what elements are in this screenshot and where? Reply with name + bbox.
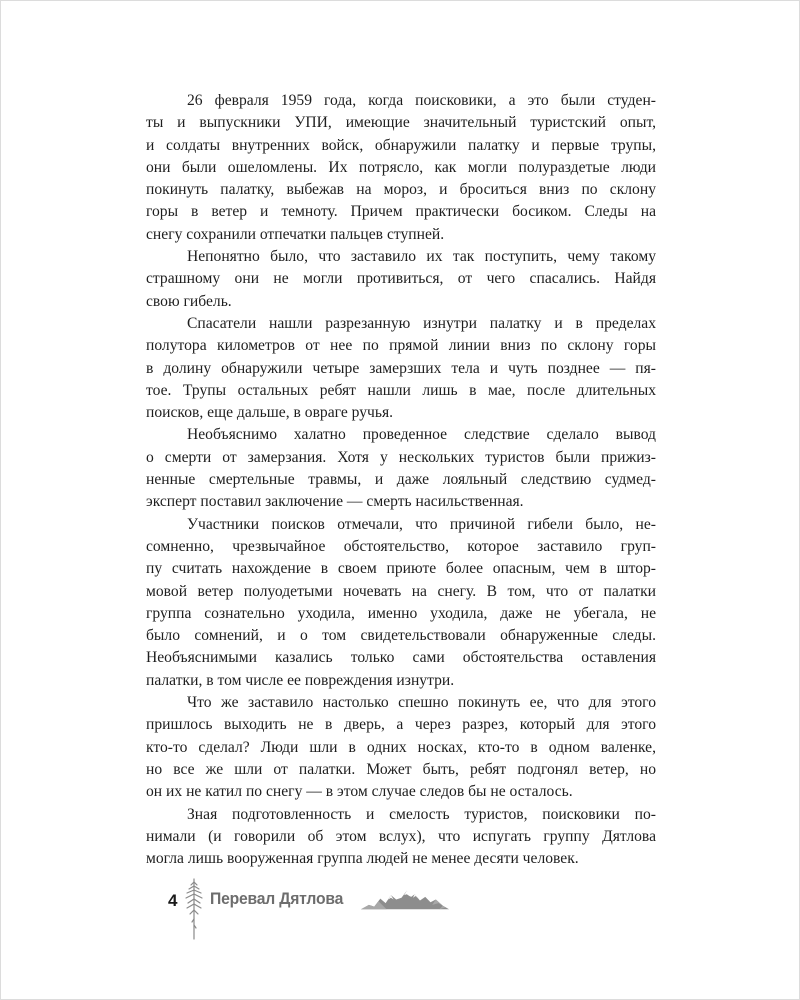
text-line: и солдаты внутренних войск, обнаружили палатку и первые трупы,	[146, 136, 656, 154]
text-line: пришлось выходить не в дверь, а через разрез, который для этого	[146, 716, 656, 734]
text-line: полутора километров от нее по прямой линии вниз по склону горы	[146, 337, 656, 355]
text-line: палатки, в том числе ее повреждения изнутри.	[146, 671, 455, 689]
text-line: горы в ветер и темноту. Причем практически босиком. Следы на	[146, 203, 656, 221]
page-number: 4	[168, 891, 178, 910]
paragraph	[146, 246, 656, 313]
text-line: в долину обнаружили четыре замерзших тела и чуть позднее — пя-	[146, 359, 656, 377]
text-line: кто-то сделал? Люди шли в одних носках, кто-то в одном валенке,	[146, 738, 656, 756]
text-line: Непонятно было, что заставило их так поступить, чему такому	[187, 248, 656, 266]
paragraph	[146, 692, 656, 803]
text-line: они были ошеломлены. Их потрясло, как могли полураздетые люди	[146, 158, 656, 176]
pine-tree-icon	[184, 877, 204, 948]
text-line: Спасатели нашли разрезанную изнутри палатку и в пределах	[187, 314, 656, 332]
text-line: сомненно, чрезвычайное обстоятельство, которое заставило груп-	[146, 537, 656, 555]
text-line: мовой ветер полуодетыми ночевать на снегу. В том, что от палатки	[146, 582, 656, 600]
text-line: группа сознательно уходила, именно уходила, даже не убегала, не	[146, 604, 656, 622]
text-line: эксперт поставил заключение — смерть насильственная.	[146, 493, 524, 511]
text-line: могла лишь вооруженная группа людей не менее десяти человек.	[146, 850, 579, 868]
text-line: Участники поисков отмечали, что причиной гибели было, не-	[187, 515, 656, 533]
paragraph	[146, 424, 656, 513]
text-line: Что же заставило настолько спешно покинуть ее, что для этого	[187, 694, 656, 712]
text-line: ненные смертельные травмы, и даже лояльный следствию судмед-	[146, 471, 656, 489]
text-line: ты и выпускники УПИ, имеющие значительный туристский опыт,	[146, 114, 656, 132]
paragraph	[146, 804, 656, 871]
text-line: тое. Трупы остальных ребят нашли лишь в мае, после длительных	[146, 381, 656, 399]
text-line: нимали (и говорили об этом вслух), что испугать группу Дятлова	[146, 827, 656, 845]
paragraph	[146, 313, 656, 424]
text-line: он их не катил по снегу — в этом случае следов бы не осталось.	[146, 783, 573, 801]
text-line: Необъяснимыми казались только сами обстоятельства оставления	[146, 649, 656, 667]
text-line: было сомнений, и о том свидетельствовали обнаруженные следы.	[146, 627, 656, 645]
text-line: свою гибель.	[146, 292, 232, 310]
text-line: о смерти от замерзания. Хотя у нескольких туристов были прижиз-	[146, 448, 656, 466]
text-line: но все же шли от палатки. Может быть, ребят подгонял ветер, но	[146, 760, 656, 778]
paragraph	[146, 514, 656, 692]
text-line: поисков, еще дальше, в овраге ручья.	[146, 404, 394, 422]
text-line: 26 февраля 1959 года, когда поисковики, а это были студен-	[187, 92, 656, 109]
body-text	[146, 90, 656, 870]
paragraph	[146, 90, 656, 246]
text-line: Необъяснимо халатно проведенное следствие сделало вывод	[187, 426, 656, 444]
mountain-range-icon	[361, 888, 449, 917]
text-line: покинуть палатку, выбежав на мороз, и броситься вниз по склону	[146, 181, 656, 199]
text-line: Зная подготовленность и смелость туристов, поисковики по-	[187, 805, 656, 823]
text-line: снегу сохранили отпечатки пальцев ступней.	[146, 225, 445, 243]
page-footer	[168, 877, 449, 947]
text-line: пу считать нахождение в своем приюте более опасным, чем в штор-	[146, 560, 656, 578]
footer-book-title: Перевал Дятлова	[210, 890, 344, 908]
text-line: страшному они не могли противиться, от чего спасались. Найдя	[146, 270, 656, 288]
